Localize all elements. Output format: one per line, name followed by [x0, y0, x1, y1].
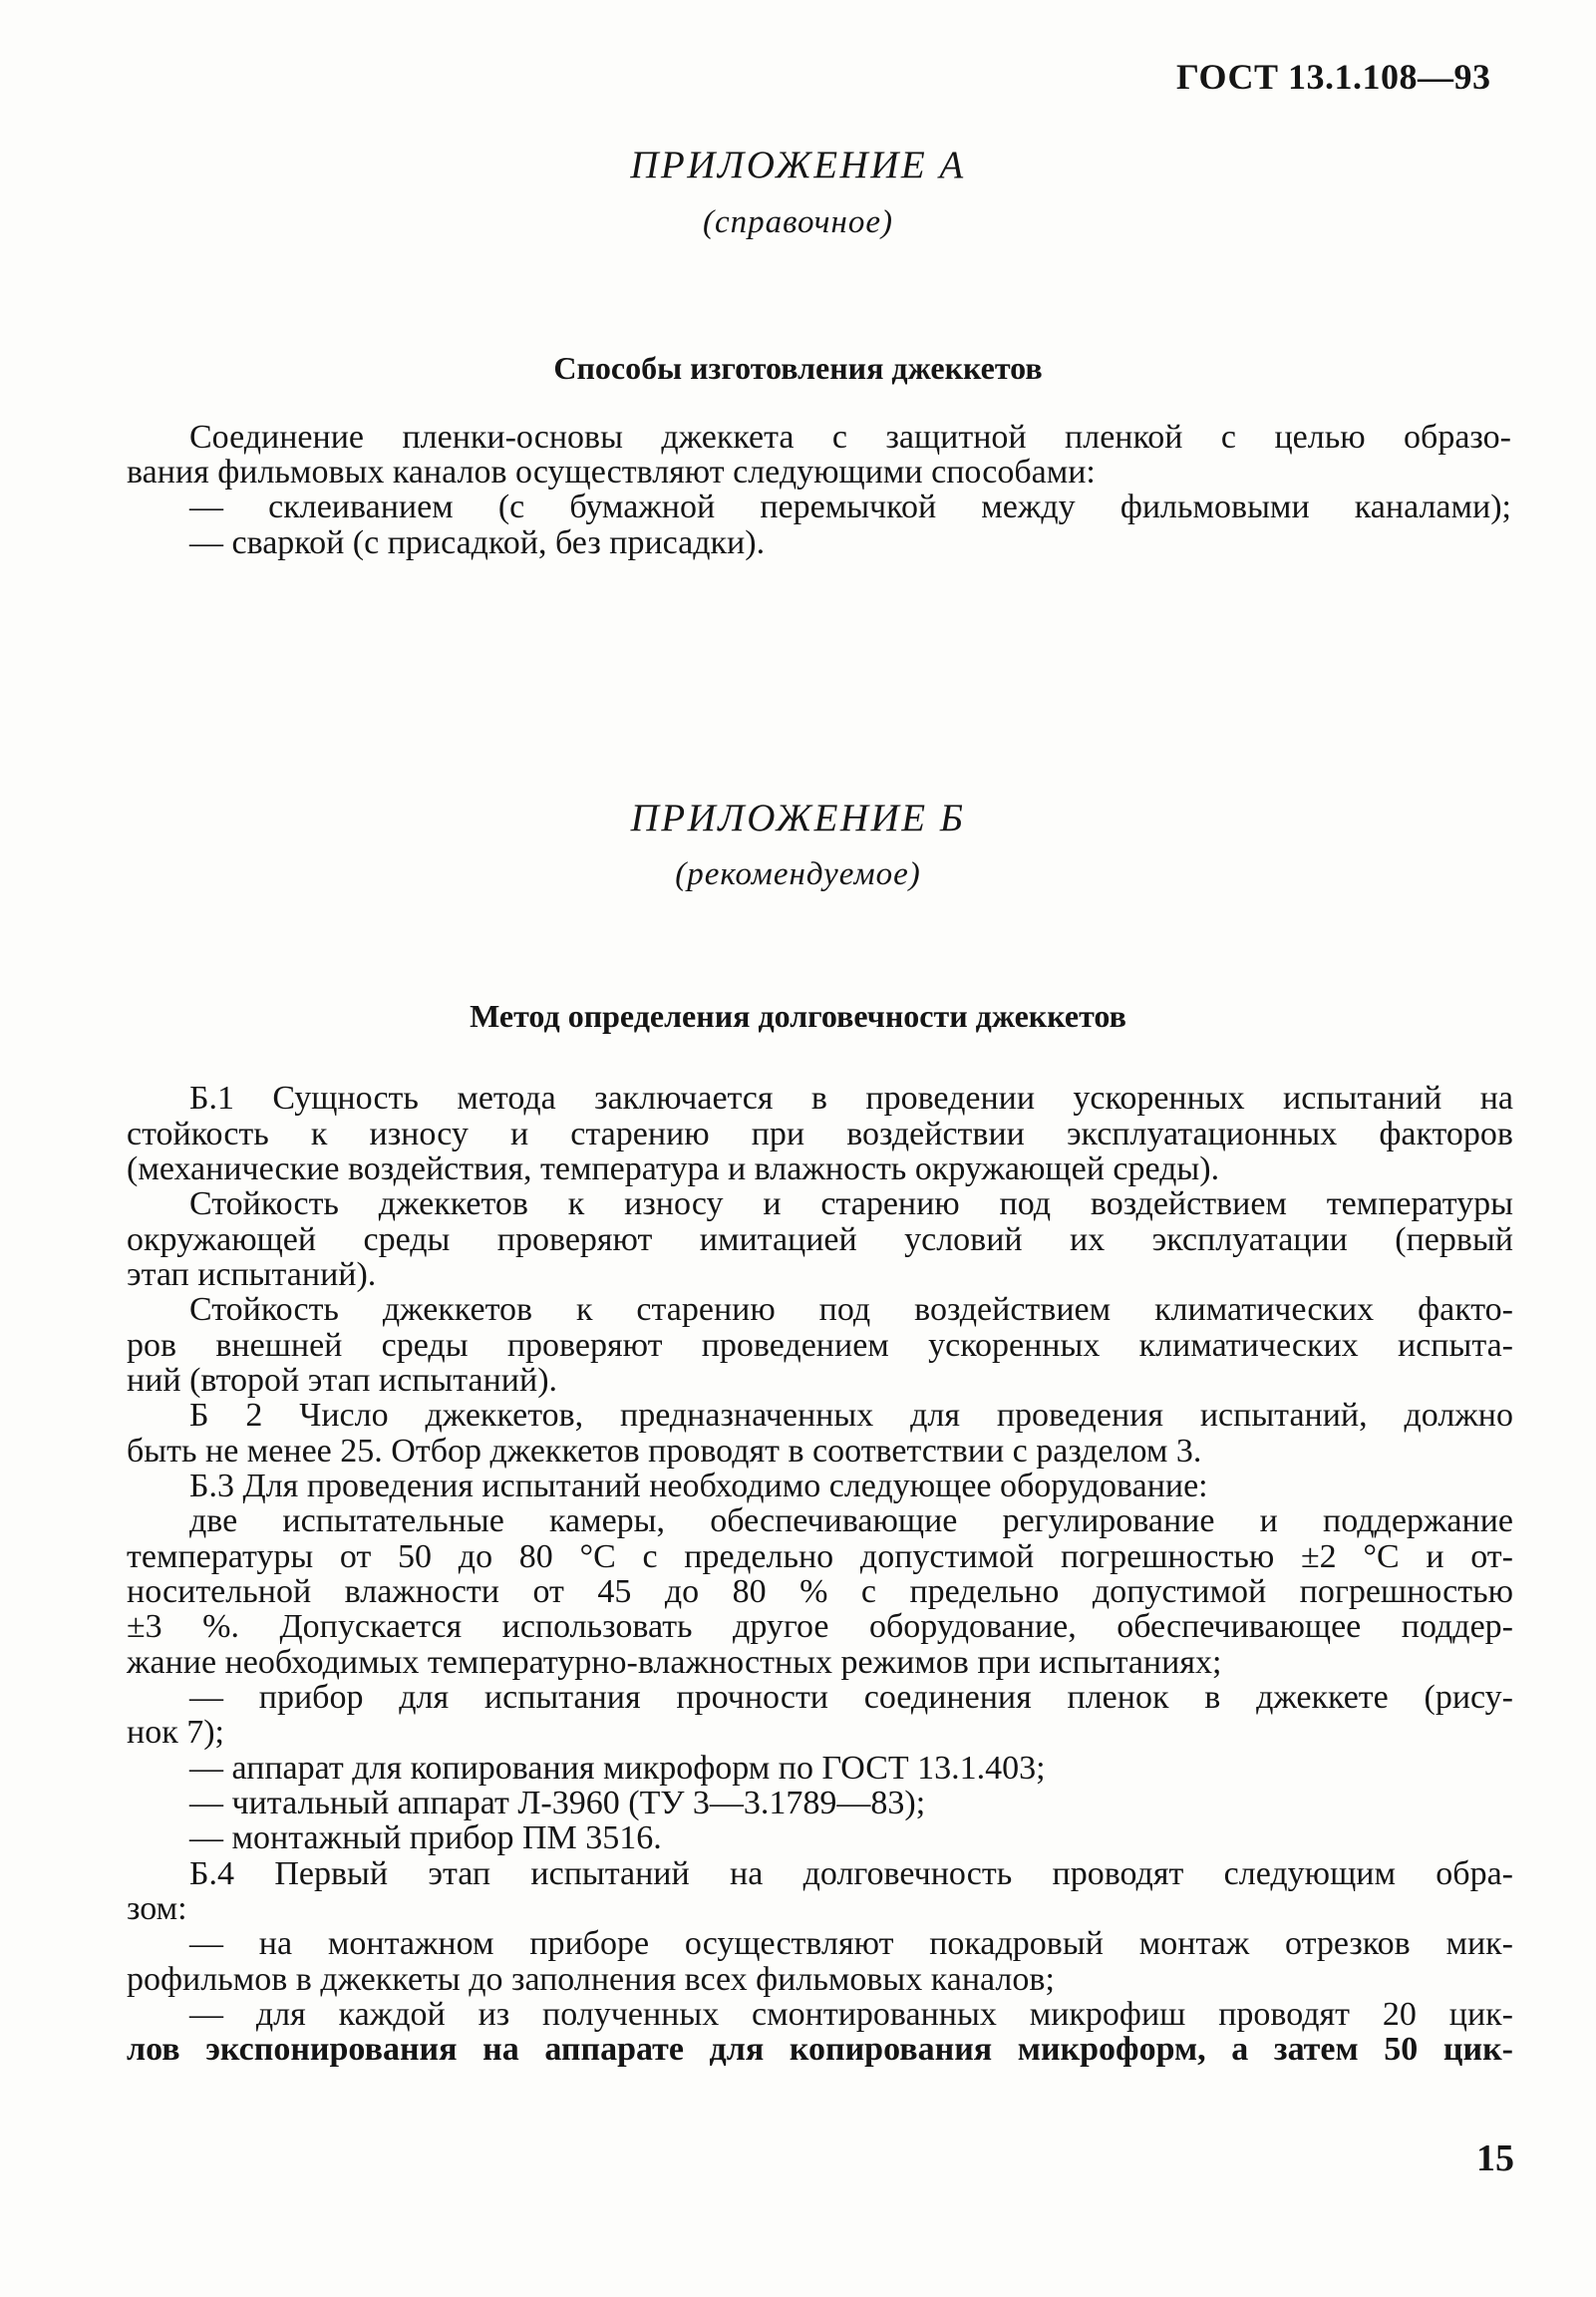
text-line: стойкость к износу и старению при воздействии эксплуатационных факторов: [127, 1116, 1513, 1152]
document-code-header: ГОСТ 13.1.108—93: [1176, 57, 1491, 97]
text-line: (механические воздействия, температура и влажность окружающей среды).: [127, 1150, 1220, 1187]
text-line: ±3 %. Допускается использовать другое оборудование, обеспечивающее поддер-: [127, 1608, 1513, 1645]
text-line: Б.3 Для проведения испытаний необходимо следующее оборудование:: [189, 1468, 1208, 1504]
text-line: — аппарат для копирования микроформ по ГОСТ 13.1.403;: [189, 1750, 1046, 1787]
appendix-a-title: ПРИЛОЖЕНИЕ А: [630, 144, 966, 186]
text-line: окружающей среды проверяют имитацией условий их эксплуатации (первый: [127, 1221, 1513, 1258]
appendix-b-section-title: Метод определения долговечности джеккетов: [470, 998, 1126, 1034]
text-line: Б.1 Сущность метода заключается в проведении ускоренных испытаний на: [189, 1080, 1513, 1117]
text-line: две испытательные камеры, обеспечивающие регулирование и поддержание: [189, 1502, 1513, 1539]
text-line: рофильмов в джеккеты до заполнения всех фильмовых каналов;: [127, 1961, 1055, 1998]
text-line: Б.4 Первый этап испытаний на долговечность проводят следующим обра-: [189, 1855, 1513, 1892]
appendix-a-subtitle: (справочное): [703, 204, 893, 240]
text-line: Стойкость джеккетов к старению под воздействием климатических факто-: [189, 1291, 1513, 1328]
text-line: зом:: [127, 1890, 187, 1927]
text-line: лов экспонирования на аппарате для копирования микроформ, а затем 50 цик-: [127, 2031, 1513, 2068]
text-line: — сваркой (с присадкой, без присадки).: [189, 524, 766, 561]
text-line: нок 7);: [127, 1714, 224, 1751]
appendix-b-subtitle: (рекомендуемое): [675, 856, 921, 892]
page-number: 15: [1476, 2137, 1514, 2179]
text-line: Б 2 Число джеккетов, предназначенных для проведения испытаний, должно: [189, 1397, 1513, 1434]
text-line: — на монтажном приборе осуществляют покадровый монтаж отрезков мик-: [189, 1925, 1513, 1962]
text-line: температуры от 50 до 80 °С с предельно допустимой погрешностью ±2 °С и от-: [127, 1538, 1513, 1575]
text-line: быть не менее 25. Отбор джеккетов проводят в соответствии с разделом 3.: [127, 1433, 1202, 1470]
text-line: — склеиванием (с бумажной перемычкой между фильмовыми каналами);: [189, 489, 1511, 525]
text-line: — читальный аппарат Л-3960 (ТУ 3—3.1789—83);: [189, 1785, 926, 1821]
text-line: носительной влажности от 45 до 80 % с предельно допустимой погрешностью: [127, 1573, 1513, 1610]
text-line: ний (второй этап испытаний).: [127, 1362, 558, 1399]
appendix-a-section-title: Способы изготовления джеккетов: [553, 350, 1043, 386]
text-line: Соединение пленки-основы джеккета с защитной пленкой с целью образо-: [189, 419, 1511, 456]
text-line: — монтажный прибор ПМ 3516.: [189, 1819, 662, 1856]
text-line: вания фильмовых каналов осуществляют следующими способами:: [127, 454, 1096, 491]
text-line: жание необходимых температурно-влажностных режимов при испытаниях;: [127, 1644, 1222, 1681]
text-line: Стойкость джеккетов к износу и старению под воздействием температуры: [189, 1185, 1513, 1222]
text-line: этап испытаний).: [127, 1256, 377, 1293]
text-line: — для каждой из полученных смонтированных микрофиш проводят 20 цик-: [189, 1996, 1513, 2033]
appendix-b-title: ПРИЛОЖЕНИЕ Б: [630, 797, 966, 839]
text-line: — прибор для испытания прочности соединения пленок в джеккете (рису-: [189, 1679, 1513, 1716]
text-line: ров внешней среды проверяют проведением ускоренных климатических испыта-: [127, 1327, 1513, 1364]
